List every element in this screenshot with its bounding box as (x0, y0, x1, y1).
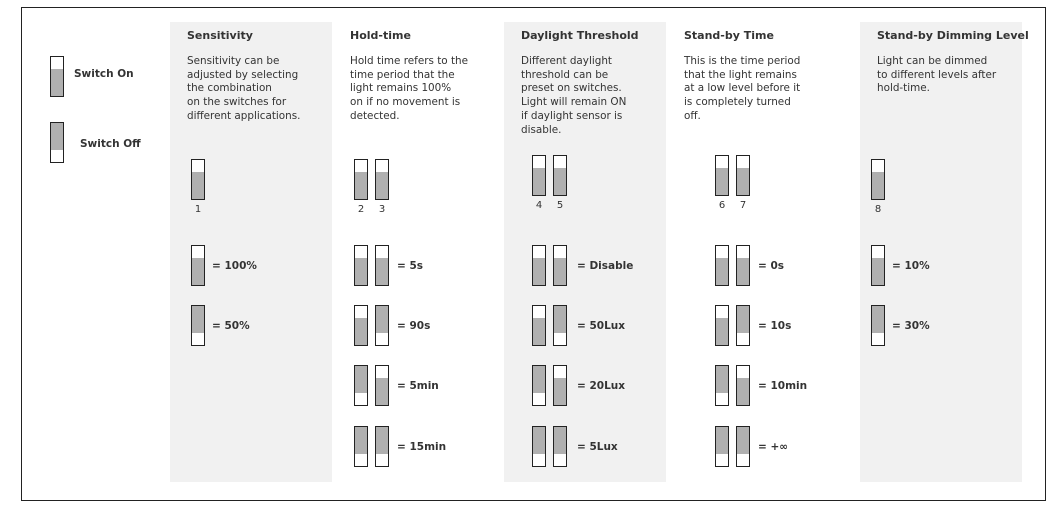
switch-number: 5 (556, 200, 564, 211)
setting-value: = Disable (577, 260, 634, 272)
dip-switch-1-icon (191, 159, 205, 200)
legend-switch-off-icon (50, 122, 64, 163)
setting-value: = 10min (758, 380, 808, 392)
legend-switch-on-icon (50, 56, 64, 97)
setting-value: = 100% (212, 260, 257, 272)
switch-off-icon (715, 426, 729, 467)
switch-on-icon (354, 305, 368, 346)
switch-on-icon (375, 245, 389, 286)
dip-switch-7-icon (736, 155, 750, 196)
switch-on-icon (375, 365, 389, 406)
switch-number: 1 (194, 204, 202, 215)
column-description: This is the time period that the light remains at a low level before it is completely turned off. (684, 55, 801, 122)
switch-off-icon (715, 365, 729, 406)
switch-on-icon (191, 245, 205, 286)
dip-switch-8-icon (871, 159, 885, 200)
switch-off-icon (736, 426, 750, 467)
legend-on-label: Switch On (74, 68, 134, 80)
switch-off-icon (532, 426, 546, 467)
switch-off-icon (553, 305, 567, 346)
column-description: Sensitivity can be adjusted by selecting the combination on the switches for different applications. (187, 55, 301, 122)
dip-switch-3-icon (375, 159, 389, 200)
setting-value: = 10% (892, 260, 930, 272)
setting-value: = 5s (397, 260, 424, 272)
dip-switch-2-icon (354, 159, 368, 200)
switch-on-icon (871, 245, 885, 286)
switch-on-icon (715, 305, 729, 346)
switch-on-icon (532, 305, 546, 346)
switch-number: 8 (874, 204, 882, 215)
switch-off-icon (354, 426, 368, 467)
switch-number: 7 (739, 200, 747, 211)
switch-number: 4 (535, 200, 543, 211)
column-description: Light can be dimmed to different levels after hold-time. (877, 55, 997, 95)
switch-off-icon (191, 305, 205, 346)
setting-value: = 90s (397, 320, 431, 332)
switch-number: 3 (378, 204, 386, 215)
column-description: Hold time refers to the time period that the light remains 100% on if no movement is detected. (350, 55, 468, 122)
switch-number: 6 (718, 200, 726, 211)
column-title: Daylight Threshold (521, 29, 639, 42)
switch-off-icon (553, 426, 567, 467)
switch-off-icon (375, 426, 389, 467)
setting-value: = +∞ (758, 441, 788, 453)
legend-off-label: Switch Off (80, 138, 141, 150)
dip-switch-4-icon (532, 155, 546, 196)
setting-value: = 5Lux (577, 441, 618, 453)
setting-value: = 50% (212, 320, 250, 332)
setting-value: = 20Lux (577, 380, 626, 392)
switch-on-icon (553, 365, 567, 406)
column-title: Sensitivity (187, 29, 253, 42)
switch-on-icon (715, 245, 729, 286)
column-title: Hold-time (350, 29, 411, 42)
switch-on-icon (736, 245, 750, 286)
switch-number: 2 (357, 204, 365, 215)
switch-off-icon (736, 305, 750, 346)
switch-off-icon (354, 365, 368, 406)
column-panel-4 (667, 22, 859, 482)
setting-value: = 50Lux (577, 320, 626, 332)
setting-value: = 10s (758, 320, 792, 332)
column-title: Stand-by Dimming Level (877, 29, 1029, 42)
dip-switch-5-icon (553, 155, 567, 196)
dip-switch-6-icon (715, 155, 729, 196)
column-description: Different daylight threshold can be preset on switches. Light will remain ON if daylight sensor is disable. (521, 55, 627, 136)
switch-on-icon (532, 245, 546, 286)
setting-value: = 5min (397, 380, 439, 392)
switch-off-icon (871, 305, 885, 346)
switch-on-icon (736, 365, 750, 406)
setting-value: = 0s (758, 260, 785, 272)
setting-value: = 15min (397, 441, 447, 453)
column-title: Stand-by Time (684, 29, 774, 42)
setting-value: = 30% (892, 320, 930, 332)
switch-on-icon (553, 245, 567, 286)
switch-off-icon (375, 305, 389, 346)
column-panel-3 (504, 22, 666, 482)
switch-off-icon (532, 365, 546, 406)
switch-on-icon (354, 245, 368, 286)
